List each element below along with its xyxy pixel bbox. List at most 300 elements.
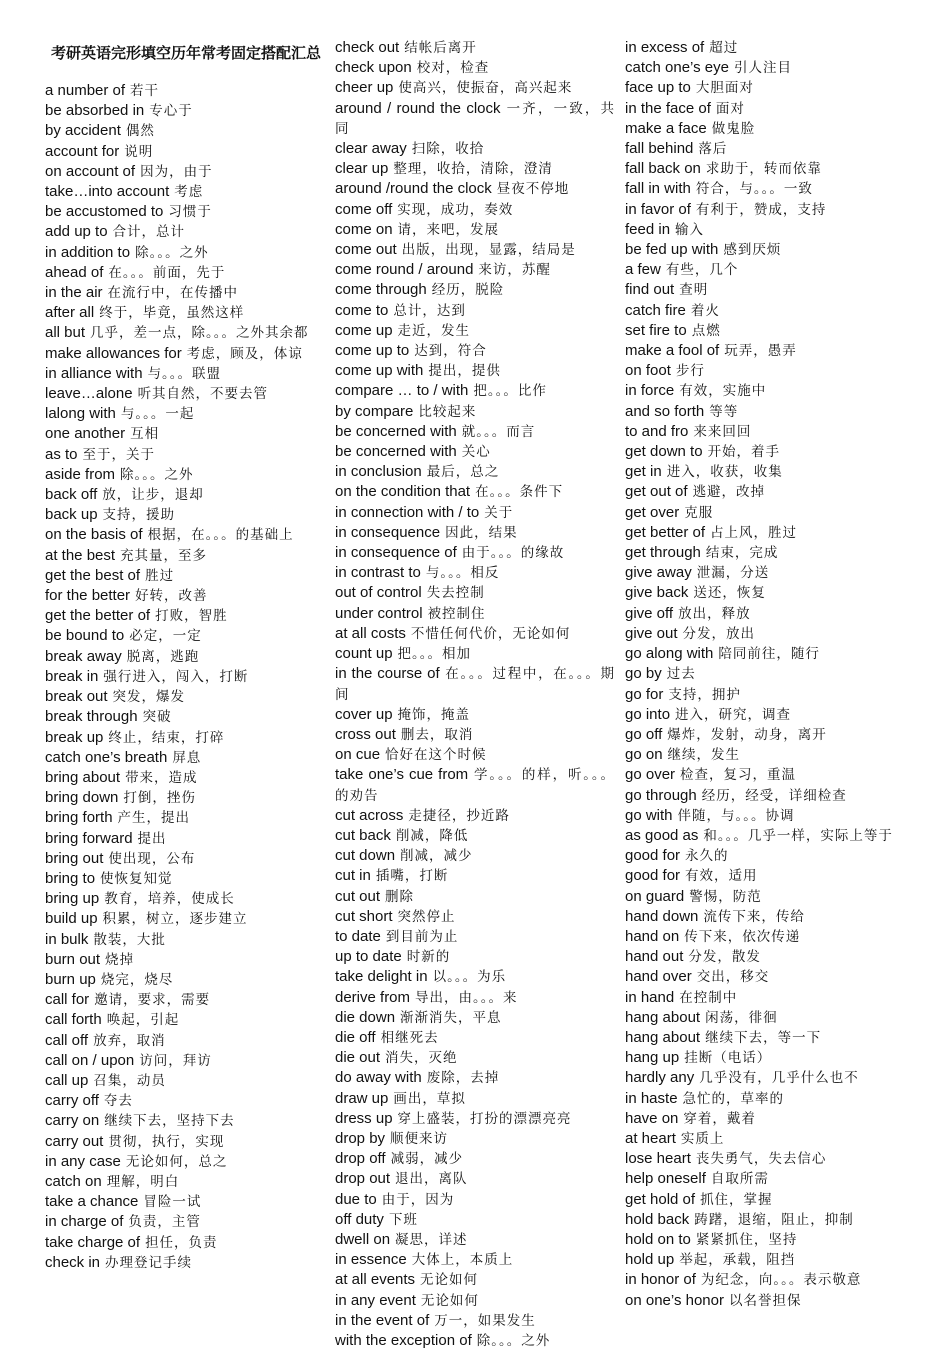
phrase-entry [45,808,327,828]
phrase-entry [45,1091,327,1111]
phrase-entry [45,485,327,505]
phrase-english: after all [45,304,95,322]
phrase-entry [45,687,327,707]
phrase-english: in conclusion [335,463,422,481]
phrase-chinese: 学。。。的样，听。。。的劝告 [335,767,615,804]
phrase-entry [45,505,327,525]
phrase-entry [335,1169,615,1189]
phrase-english: be accustomed to [45,203,164,221]
phrase-chinese: 专心于 [149,103,193,120]
phrase-entry [335,1028,615,1048]
phrase-entry [45,930,327,950]
phrase-chinese: 请，来吧，发展 [397,221,500,238]
phrase-chinese: 进入，收获，收集 [666,464,783,481]
phrase-english: in the course of [335,665,440,683]
phrase-chinese: 打倒，挫伤 [123,790,196,807]
phrase-english: in the face of [625,99,711,117]
phrase-chinese: 一齐，一致，共同 [335,100,616,137]
phrase-chinese: 带来，造成 [125,769,198,786]
phrase-chinese: 考虑 [174,184,204,201]
phrase-entry [625,786,907,806]
phrase-entry [625,301,907,321]
phrase-chinese: 过去 [666,666,696,683]
phrase-chinese: 终止，结束，打碎 [108,729,225,746]
phrase-english: go over [625,766,676,784]
phrase-english: carry on [45,1112,100,1130]
phrase-english: check out [335,39,400,56]
phrase-english: in favor of [625,200,691,218]
phrase-english: clear up [335,160,389,178]
phrase-chinese: 走近，发生 [397,322,471,339]
phrase-english: fall behind [625,140,694,158]
phrase-chinese: 退出，离队 [395,1171,468,1188]
phrase-english: come on [335,220,393,238]
phrase-english: back off [45,486,98,504]
phrase-chinese: 检查，复习，重温 [680,767,797,784]
phrase-entry [45,1233,327,1253]
phrase-entry [625,1149,907,1169]
phrase-english: bring down [45,789,119,807]
phrase-english: in excess of [625,39,705,56]
phrase-chinese: 导出，由。。。来 [415,989,518,1006]
phrase-entry [335,402,615,422]
phrase-chinese: 爆炸，发射，动身，离开 [667,726,827,743]
phrase-entry [335,159,615,179]
phrase-chinese: 分发，散发 [688,949,761,966]
phrase-chinese: 掩饰，掩盖 [397,706,471,723]
phrase-entry [335,967,615,987]
phrase-chinese: 画出，草拟 [393,1090,466,1107]
phrase-chinese: 自取所需 [710,1171,769,1188]
phrase-entry [45,788,327,808]
phrase-chinese: 教育，培养，使成长 [104,891,235,908]
phrase-chinese: 继续，发生 [667,747,741,764]
phrase-entry [625,442,907,462]
phrase-english: bring to [45,869,96,887]
phrase-chinese: 削减，减少 [400,848,473,865]
phrase-english: call off [45,1031,89,1049]
phrase-entry [335,907,615,927]
phrase-chinese: 终于，毕竟，虽然这样 [99,305,245,322]
phrase-english: get better of [625,523,706,541]
phrase-chinese: 交出，移交 [696,969,770,986]
phrase-english: at all costs [335,624,406,642]
phrase-entry [335,765,615,805]
phrase-chinese: 放弃，取消 [93,1032,166,1049]
phrase-chinese: 占上风，胜过 [710,524,798,541]
phrase-chinese: 踌躇，退缩，阻止，抑制 [694,1211,854,1228]
phrase-chinese: 至于，关于 [82,446,156,463]
phrase-chinese: 闲荡，徘徊 [705,1009,778,1026]
phrase-english: come to [335,301,389,319]
phrase-english: on one’s honor [625,1291,724,1309]
phrase-chinese: 陪同前往，随行 [718,646,820,663]
phrase-entry [625,846,907,866]
phrase-chinese: 恰好在这个时候 [385,747,487,764]
phrase-english: in bulk [45,930,89,948]
phrase-english: burn out [45,950,101,968]
phrase-chinese: 积累，树立，逐步建立 [102,911,248,928]
phrase-english: with the exception of [335,1332,472,1349]
phrase-entry [625,604,907,624]
phrase-entry [335,1250,615,1270]
phrase-chinese: 删去，取消 [400,726,474,743]
phrase-entry [625,1169,907,1189]
phrase-english: go along with [625,645,714,663]
phrase-chinese: 使高兴，使振奋，高兴起来 [398,80,573,97]
phrase-english: fall back on [625,160,701,178]
phrase-english: come up with [335,362,424,380]
phrase-english: give back [625,584,689,602]
phrase-english: around /round the clock [335,180,492,198]
phrase-chinese: 相继死去 [380,1029,439,1046]
phrase-english: good for [625,867,681,885]
phrase-chinese: 支持，援助 [102,507,176,524]
phrase-entry [335,866,615,886]
phrase-chinese: 与。。。相反 [425,565,500,582]
phrase-entry [335,1129,615,1149]
phrase-english: up to date [335,948,402,966]
phrase-english: die down [335,1008,396,1026]
phrase-chinese: 输入 [675,221,705,238]
phrase-chinese: 做鬼脸 [711,120,756,137]
phrase-entry [45,1031,327,1051]
phrase-chinese: 召集，动员 [93,1072,166,1089]
phrase-entry [335,78,615,98]
phrase-english: come round / around [335,261,474,279]
phrase-english: come up to [335,342,410,360]
phrase-chinese: 削减，降低 [395,827,469,844]
phrase-chinese: 进入，研究，调查 [675,706,792,723]
phrase-entry [335,1331,615,1351]
phrase-chinese: 整理，收拾，清除，澄清 [393,161,553,178]
phrase-entry [625,1028,907,1048]
phrase-english: lalong with [45,405,116,423]
phrase-english: in the event of [335,1311,430,1329]
phrase-english: come through [335,281,427,299]
phrase-english: hold back [625,1210,690,1228]
phrase-entry [45,1192,327,1212]
page-title: 考研英语完形填空历年常考固定搭配汇总 [50,44,321,62]
phrase-english: take charge of [45,1233,141,1251]
phrase-entry [335,1149,615,1169]
phrase-english: cut across [335,806,404,824]
phrase-english: get the best of [45,566,141,584]
phrase-chinese: 有效，实施中 [679,383,767,400]
phrase-entry [625,321,907,341]
phrase-entry [625,927,907,947]
phrase-english: at heart [625,1129,676,1147]
phrase-entry [335,745,615,765]
phrase-entry [335,442,615,462]
phrase-entry [45,1111,327,1131]
phrase-english: get the better of [45,607,151,625]
phrase-english: call up [45,1071,89,1089]
phrase-chinese: 访问，拜访 [139,1052,212,1069]
phrase-entry [625,200,907,220]
phrase-chinese: 凝思，详述 [395,1231,468,1248]
phrase-entry [625,806,907,826]
phrase-english: break in [45,667,99,685]
phrase-entry [45,869,327,889]
phrase-english: a number of [45,82,126,99]
phrase-entry [45,566,327,586]
phrase-english: call forth [45,1011,102,1029]
phrase-english: be bound to [45,627,125,645]
phrase-english: cut in [335,867,371,885]
phrase-chinese: 在控制中 [679,989,738,1006]
phrase-entry [335,58,615,78]
phrase-english: drop by [335,1129,386,1147]
phrase-english: account for [45,142,120,160]
phrase-chinese: 无论如何 [420,1272,479,1289]
phrase-entry [625,38,907,58]
phrase-english: go by [625,665,662,683]
phrase-chinese: 最后，总之 [426,464,500,481]
phrase-entry [335,200,615,220]
phrase-english: make allowances for [45,344,182,362]
phrase-english: on cue [335,746,381,764]
phrase-chinese: 支持，拥护 [668,686,741,703]
phrase-entry [625,179,907,199]
phrase-chinese: 提出，提供 [428,363,501,380]
phrase-chinese: 夺去 [103,1093,133,1110]
phrase-entry [335,1311,615,1331]
phrase-entry [45,404,327,424]
phrase-chinese: 落后 [698,141,728,158]
phrase-entry [625,1008,907,1028]
phrase-entry [625,280,907,300]
phrase-chinese: 昼夜不停地 [496,181,570,198]
phrase-entry [45,1132,327,1152]
phrase-english: check upon [335,59,412,77]
phrase-chinese: 消失，灭绝 [385,1050,458,1067]
phrase-entry [625,685,907,705]
phrase-entry [335,846,615,866]
phrase-chinese: 使恢复知觉 [100,870,173,887]
phrase-chinese: 分发，放出 [682,625,756,642]
phrase-english: in haste [625,1089,678,1107]
phrase-chinese: 冒险一试 [143,1194,202,1211]
phrase-english: count up [335,645,393,663]
phrase-english: around / round the clock [335,99,501,117]
phrase-entry [45,889,327,909]
phrase-chinese: 逃避，改掉 [692,484,766,501]
entries-column-3 [625,38,907,1311]
phrase-entry [45,465,327,485]
phrase-english: break up [45,728,104,746]
phrase-english: catch one’s breath [45,748,168,766]
phrase-english: hang about [625,1008,701,1026]
phrase-english: back up [45,506,98,524]
phrase-entry [335,1190,615,1210]
phrase-chinese: 使出现，公布 [108,850,196,867]
phrase-entry [45,283,327,303]
phrase-chinese: 说明 [124,143,154,160]
phrase-entry [625,907,907,927]
phrase-chinese: 步行 [675,363,705,380]
phrase-chinese: 出版，出现，显露，结局是 [401,242,576,259]
phrase-entry [625,402,907,422]
phrase-chinese: 减弱，减少 [390,1151,464,1168]
phrase-english: in contrast to [335,564,421,582]
phrase-english: in essence [335,1251,407,1269]
phrase-english: at all events [335,1271,416,1289]
phrase-entry [335,503,615,523]
phrase-entry [335,664,615,704]
phrase-entry [45,586,327,606]
phrase-english: by compare [335,402,414,420]
phrase-entry [45,909,327,929]
phrase-chinese: 烧完，烧尽 [100,971,174,988]
phrase-entry [45,344,327,364]
phrase-english: face up to [625,79,691,97]
phrase-english: ahead of [45,263,104,281]
phrase-entry [45,303,327,323]
phrase-english: on the basis of [45,526,143,544]
phrase-chinese: 提出 [137,830,167,847]
phrase-entry [335,826,615,846]
phrase-chinese: 实质上 [680,1130,725,1147]
phrase-entry [335,543,615,563]
phrase-entry [625,341,907,361]
phrase-chinese: 到目前为止 [385,928,459,945]
phrase-chinese: 流传下来，传给 [703,908,805,925]
phrase-entry [335,927,615,947]
phrase-chinese: 在。。。条件下 [475,484,564,501]
phrase-chinese: 顺便来访 [390,1130,449,1147]
phrase-chinese: 根据，在。。。的基础上 [147,527,294,544]
phrase-english: call for [45,991,90,1009]
phrase-entry [625,1270,907,1290]
phrase-chinese: 唤起，引起 [106,1012,180,1029]
phrase-chinese: 泄漏，分送 [696,565,770,582]
phrase-english: to and fro [625,422,689,440]
phrase-chinese: 就。。。而言 [461,423,536,440]
phrase-chinese: 求助于，转而依靠 [705,161,822,178]
phrase-entry [335,301,615,321]
phrase-english: on the condition that [335,483,471,501]
phrase-english: find out [625,281,675,299]
phrase-english: come off [335,200,393,218]
phrase-entry [45,829,327,849]
phrase-entry [335,179,615,199]
phrase-english: leave…alone [45,385,133,403]
phrase-entry [45,626,327,646]
phrase-entry [625,664,907,684]
phrase-chinese: 急忙的，草率的 [682,1090,785,1107]
phrase-entry [45,1172,327,1192]
phrase-english: on foot [625,362,671,380]
phrase-english: have on [625,1109,679,1127]
phrase-english: carry off [45,1092,99,1110]
phrase-chinese: 继续下去，等一下 [705,1029,822,1046]
phrase-english: go into [625,705,671,723]
phrase-english: derive from [335,988,411,1006]
phrase-english: cheer up [335,79,394,97]
phrase-chinese: 互相 [130,426,160,443]
phrase-english: dwell on [335,1230,391,1248]
phrase-chinese: 把。。。相加 [397,646,472,663]
phrase-chinese: 理解，明白 [106,1173,180,1190]
phrase-chinese: 传下来，依次传递 [684,928,801,945]
phrase-entry [625,58,907,78]
phrase-english: hold up [625,1251,675,1269]
phrase-chinese: 偶然 [125,123,155,140]
phrase-entry [45,364,327,384]
phrase-chinese: 与。。。联盟 [147,365,222,382]
phrase-entry [335,99,615,139]
phrase-english: cut back [335,826,391,844]
phrase-english: bring out [45,849,104,867]
phrase-entry [335,38,615,58]
phrase-entry [45,222,327,242]
phrase-english: break away [45,647,122,665]
phrase-english: give away [625,564,692,582]
phrase-entry [335,705,615,725]
phrase-english: die out [335,1049,381,1067]
phrase-english: get out of [625,483,688,501]
phrase-entry [625,422,907,442]
phrase-english: bring forth [45,809,113,827]
phrase-chinese: 考虑，顾及，体谅 [186,345,303,362]
phrase-entry [625,1129,907,1149]
phrase-entry [45,707,327,727]
phrase-chinese: 校对，检查 [416,60,490,77]
phrase-entry [625,78,907,98]
phrase-entry [45,970,327,990]
phrase-entry [335,139,615,159]
phrase-chinese: 继续下去，坚持下去 [104,1113,235,1130]
phrase-english: break through [45,708,138,726]
phrase-chinese: 有些，几个 [665,262,739,279]
phrase-english: on guard [625,887,685,905]
phrase-chinese: 为纪念，向。。。表示敬意 [700,1272,862,1289]
phrase-chinese: 实现，成功，奏效 [397,201,514,218]
phrase-entry [45,323,327,343]
phrase-entry [45,1152,327,1172]
phrase-chinese: 邀请，要求，需要 [94,992,211,1009]
phrase-english: in alliance with [45,364,143,382]
phrase-chinese: 总计，达到 [393,302,466,319]
phrase-chinese: 与。。。一起 [120,406,195,423]
phrase-chinese: 由于。。。的缘故 [461,545,565,562]
entries-column-2 [335,38,615,1351]
phrase-english: bring about [45,768,121,786]
phrase-entry [45,546,327,566]
phrase-english: catch one’s eye [625,59,729,77]
phrase-chinese: 点燃 [691,322,721,339]
phrase-english: good for [625,847,681,865]
phrase-chinese: 废除，去掉 [426,1070,500,1087]
phrase-chinese: 脱离，逃跑 [126,648,200,665]
phrase-chinese: 在。。。前面，先于 [108,264,226,281]
phrase-entry [625,260,907,280]
phrase-chinese: 打败，智胜 [155,608,228,625]
phrase-chinese: 举起，承载，阻挡 [679,1252,796,1269]
phrase-entry [625,1109,907,1129]
phrase-entry [45,990,327,1010]
phrase-entry [45,1010,327,1030]
phrase-entry [335,381,615,401]
phrase-entry [625,765,907,785]
phrase-chinese: 挂断（电话） [684,1050,772,1067]
phrase-chinese: 有效，适用 [685,868,758,885]
phrase-entry [335,1270,615,1290]
phrase-chinese: 负责，主管 [128,1214,201,1231]
phrase-english: hand down [625,907,699,925]
phrase-chinese: 以。。。为乐 [432,969,507,986]
